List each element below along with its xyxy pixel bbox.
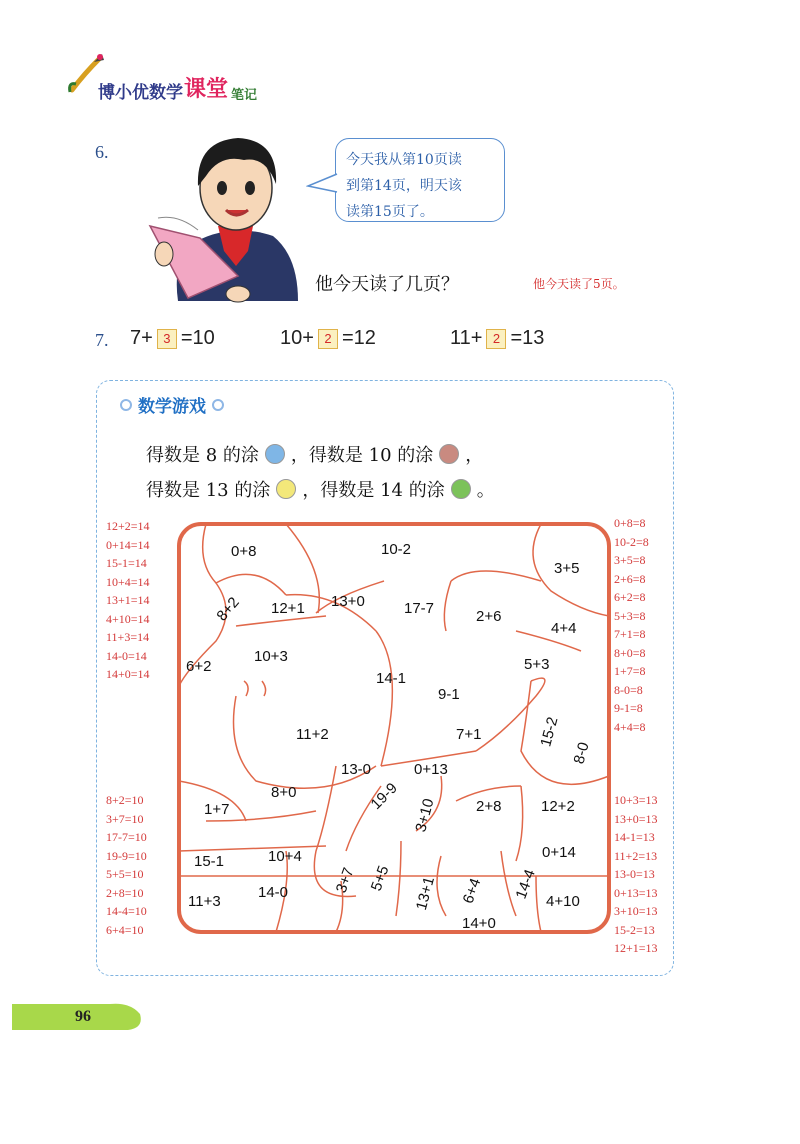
answer-list-item: 9-1=8 bbox=[614, 701, 643, 715]
instruction-separator: ， bbox=[290, 445, 309, 466]
answer-list-item: 13+0=13 bbox=[614, 811, 658, 826]
answer-list-item: 13-0=13 bbox=[614, 867, 655, 881]
question-6-text: 他今天读了几页？ bbox=[315, 274, 459, 295]
page-number: 96 bbox=[75, 1008, 91, 1025]
answer-list-13 bbox=[614, 791, 658, 958]
map-cell[interactable]: 13+0 bbox=[331, 593, 365, 610]
answer-list-item: 0+13=13 bbox=[614, 885, 658, 900]
answer-list-item: 4+10=14 bbox=[106, 611, 150, 626]
ring-icon bbox=[212, 399, 224, 411]
equation-2 bbox=[280, 327, 376, 350]
map-cell[interactable]: 10-2 bbox=[381, 541, 412, 558]
answer-list-item: 11+2=13 bbox=[614, 848, 658, 863]
instruction-end: ， bbox=[465, 445, 484, 466]
header-title bbox=[98, 72, 257, 103]
answer-list-10 bbox=[106, 791, 147, 939]
answer-list-item: 0+14=14 bbox=[106, 537, 150, 552]
equation-1 bbox=[130, 327, 215, 350]
bubble-line-1: 今天我从第10页读 bbox=[346, 152, 462, 168]
instruction-ten: 得数是 10 的涂 bbox=[308, 445, 434, 466]
blue-color-dot bbox=[265, 444, 285, 464]
map-cell[interactable]: 14-0 bbox=[258, 884, 289, 901]
equation-3-answer-box[interactable]: 2 bbox=[486, 329, 506, 349]
map-cell[interactable]: 9-1 bbox=[438, 686, 460, 703]
map-cell[interactable]: 12+2 bbox=[541, 798, 575, 815]
green-color-dot bbox=[451, 479, 471, 499]
map-cell[interactable]: 2+6 bbox=[476, 608, 502, 625]
map-cell[interactable]: 8+0 bbox=[271, 784, 297, 801]
map-cell[interactable]: 12+1 bbox=[271, 600, 305, 617]
answer-list-item: 3+5=8 bbox=[614, 553, 646, 567]
map-cell[interactable]: 15-1 bbox=[194, 853, 225, 870]
map-cell[interactable]: 11+2 bbox=[296, 726, 329, 743]
equation-1-right: =10 bbox=[180, 327, 215, 349]
answer-list-item: 5+5=10 bbox=[106, 867, 144, 881]
map-cell[interactable]: 14-1 bbox=[376, 670, 407, 687]
map-cell[interactable]: 6+2 bbox=[186, 658, 212, 675]
instruction-line-2 bbox=[146, 476, 495, 502]
map-cell[interactable]: 7+1 bbox=[456, 726, 482, 743]
answer-list-item: 6+4=10 bbox=[106, 922, 144, 937]
math-game-title-text: 数学游戏 bbox=[138, 397, 206, 417]
bubble-tail-icon bbox=[306, 172, 338, 196]
answer-list-item: 15-1=14 bbox=[106, 556, 147, 570]
equation-1-left: 7+ bbox=[130, 327, 153, 349]
answer-list-item: 6+2=8 bbox=[614, 590, 646, 604]
answer-list-item: 17-7=10 bbox=[106, 830, 147, 844]
answer-list-item: 14-1=13 bbox=[614, 830, 655, 844]
answer-list-8 bbox=[614, 514, 649, 736]
map-cell[interactable]: 4+10 bbox=[546, 893, 580, 910]
map-cell[interactable]: 17-7 bbox=[404, 600, 435, 617]
speech-bubble bbox=[335, 138, 505, 222]
bubble-line-2: 到第14页，明天该 bbox=[346, 178, 462, 194]
answer-list-item: 14-4=10 bbox=[106, 904, 147, 918]
map-cell[interactable]: 8+2 bbox=[213, 594, 243, 625]
answer-list-item: 8-0=8 bbox=[614, 682, 643, 697]
map-cell[interactable]: 10+4 bbox=[268, 848, 302, 865]
answer-list-item: 3+7=10 bbox=[106, 811, 144, 826]
map-cell[interactable]: 15-2 bbox=[537, 715, 562, 749]
answer-list-item: 12+1=13 bbox=[614, 941, 658, 955]
map-cell[interactable]: 0+13 bbox=[414, 761, 448, 778]
map-cell[interactable]: 8-0 bbox=[570, 740, 593, 766]
equation-1-answer-box[interactable]: 3 bbox=[157, 329, 177, 349]
instruction-eight: 得数是 8 的涂 bbox=[146, 445, 259, 466]
map-cell[interactable]: 1+7 bbox=[204, 801, 230, 818]
answer-list-item: 14-0=14 bbox=[106, 648, 147, 663]
map-cell[interactable]: 10+3 bbox=[254, 648, 288, 665]
instruction-thirteen: 得数是 13 的涂 bbox=[146, 480, 271, 501]
answer-list-item: 3+10=13 bbox=[614, 904, 658, 918]
map-cell[interactable]: 14+0 bbox=[462, 915, 496, 932]
map-cell[interactable]: 3+10 bbox=[412, 796, 438, 834]
answer-list-item: 2+8=10 bbox=[106, 885, 144, 900]
answer-list-item: 7+1=8 bbox=[614, 627, 646, 641]
map-cell[interactable]: 0+8 bbox=[231, 543, 257, 560]
map-cell[interactable]: 0+14 bbox=[542, 844, 576, 861]
map-cell[interactable]: 13-0 bbox=[341, 761, 372, 778]
bubble-line-3: 读第15页了。 bbox=[346, 204, 434, 220]
yellow-color-dot bbox=[276, 479, 296, 499]
header-title-notes: 笔记 bbox=[231, 88, 258, 103]
brown-color-dot bbox=[439, 444, 459, 464]
map-cell[interactable]: 13+1 bbox=[412, 874, 439, 912]
answer-list-14 bbox=[106, 517, 150, 684]
boy-reading-illustration bbox=[148, 126, 308, 306]
instruction-line-1 bbox=[146, 441, 483, 467]
equation-3 bbox=[450, 327, 544, 350]
map-cell[interactable]: 3+5 bbox=[554, 560, 580, 577]
answer-list-item: 19-9=10 bbox=[106, 848, 147, 863]
answer-list-item: 11+3=14 bbox=[106, 630, 150, 644]
coloring-map bbox=[176, 521, 612, 935]
question-7-number: 7. bbox=[95, 330, 109, 350]
map-cell[interactable]: 5+5 bbox=[367, 863, 393, 894]
instruction-end: 。 bbox=[476, 480, 495, 501]
map-cell[interactable]: 4+4 bbox=[551, 620, 577, 637]
answer-list-item: 12+2=14 bbox=[106, 519, 150, 533]
answer-list-item: 13+1=14 bbox=[106, 593, 150, 607]
question-6-answer: 他今天读了5页。 bbox=[533, 277, 625, 291]
equation-2-left: 10+ bbox=[280, 327, 314, 349]
map-cell[interactable]: 2+8 bbox=[476, 798, 502, 815]
answer-list-item: 2+6=8 bbox=[614, 571, 646, 586]
header-title-main: 博小优数学 bbox=[98, 83, 183, 103]
map-cell[interactable]: 19-9 bbox=[367, 779, 401, 813]
equation-3-right: =13 bbox=[510, 327, 545, 349]
instruction-separator: ， bbox=[302, 480, 321, 501]
equation-3-left: 11+ bbox=[450, 327, 483, 349]
question-6-number: 6. bbox=[95, 142, 109, 162]
answer-list-item: 10+4=14 bbox=[106, 574, 150, 589]
map-cell[interactable]: 5+3 bbox=[524, 656, 550, 673]
equation-2-answer-box[interactable]: 2 bbox=[318, 329, 338, 349]
answer-list-item: 1+7=8 bbox=[614, 664, 646, 678]
math-game-title bbox=[120, 392, 224, 417]
instruction-fourteen: 得数是 14 的涂 bbox=[320, 480, 445, 501]
answer-list-item: 14+0=14 bbox=[106, 667, 150, 681]
answer-list-item: 4+4=8 bbox=[614, 719, 646, 734]
map-cell[interactable]: 6+4 bbox=[459, 876, 485, 906]
header-title-highlight: 课堂 bbox=[184, 77, 229, 102]
answer-list-item: 15-2=13 bbox=[614, 922, 655, 937]
answer-list-item: 10+3=13 bbox=[614, 793, 658, 807]
ring-icon bbox=[120, 399, 132, 411]
answer-list-item: 5+3=8 bbox=[614, 608, 646, 623]
map-cell[interactable]: 14-4 bbox=[512, 867, 539, 902]
map-cell[interactable]: 3+7 bbox=[332, 865, 358, 896]
equation-2-right: =12 bbox=[341, 327, 376, 349]
answer-list-item: 10-2=8 bbox=[614, 534, 649, 549]
answer-list-item: 8+0=8 bbox=[614, 645, 646, 660]
answer-list-item: 8+2=10 bbox=[106, 793, 144, 807]
answer-list-item: 0+8=8 bbox=[614, 516, 646, 530]
map-cell[interactable]: 11+3 bbox=[188, 893, 221, 910]
